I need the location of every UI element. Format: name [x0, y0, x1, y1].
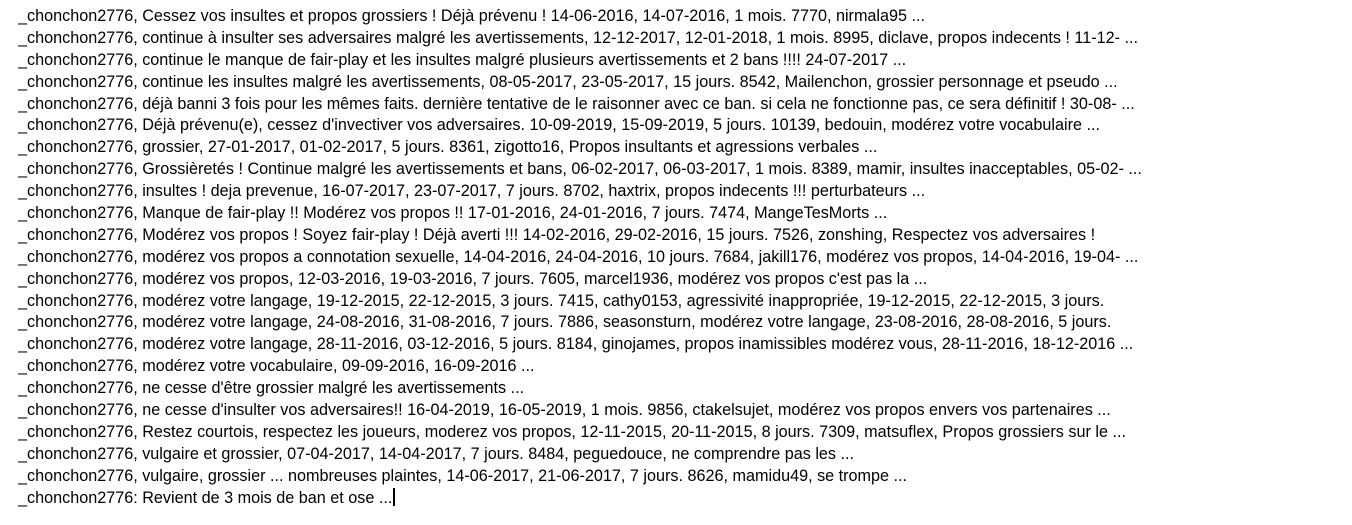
text-line: _chonchon2776, modérez votre langage, 28-11-2016, 03-12-2016, 5 jours. 8184, ginojames, propos inamissibles modérez vous, 28-11-2016, 18-12-2016 ... — [18, 335, 1134, 354]
text-line: _chonchon2776, modérez vos propos, 12-03-2016, 19-03-2016, 7 jours. 7605, marcel1936, modérez vos propos c'est pas la ... — [18, 269, 928, 288]
text-line: _chonchon2776, modérez votre vocabulaire, 09-09-2016, 16-09-2016 ... — [18, 357, 535, 376]
text-line: _chonchon2776, vulgaire, grossier ... nombreuses plaintes, 14-06-2017, 21-06-2017, 7 jours. 8626, mamidu49, se trompe ... — [18, 466, 908, 485]
text-line: _chonchon2776, continue à insulter ses adversaires malgré les avertissements, 12-12-2017, 12-01-2018, 1 mois. 8995, diclave, propos indecents ! 11-12- ... — [18, 28, 1138, 47]
text-line: _chonchon2776, Restez courtois, respectez les joueurs, moderez vos propos, 12-11-2015, 20-11-2015, 8 jours. 7309, matsuflex, Propos grossiers sur le ... — [18, 422, 1126, 441]
text-line: _chonchon2776, Déjà prévenu(e), cessez d'invectiver vos adversaires. 10-09-2019, 15-09-2019, 5 jours. 10139, bedouin, modérez votre vocabulaire ... — [18, 116, 1101, 135]
text-line: _chonchon2776, ne cesse d'insulter vos adversaires!! 16-04-2019, 16-05-2019, 1 mois. 9856, ctakelsujet, modérez vos propos envers vos partenaires ... — [18, 401, 1111, 420]
text-line: _chonchon2776, modérez votre langage, 24-08-2016, 31-08-2016, 7 jours. 7886, seasonsturn, modérez votre langage, 23-08-2016, 28-08-2016, 5 jours. — [18, 313, 1112, 332]
text-line: _chonchon2776: Revient de 3 mois de ban et ose ... — [18, 488, 393, 507]
last-line — [18, 488, 1338, 510]
text-line: _chonchon2776, insultes ! deja prevenue, 16-07-2017, 23-07-2017, 7 jours. 8702, haxtrix, propos indecents !!! perturbateurs ... — [18, 182, 926, 201]
text-line: _chonchon2776, Manque de fair-play !! Modérez vos propos !! 17-01-2016, 24-01-2016, 7 jours. 7474, MangeTesMorts ... — [18, 204, 888, 223]
text-line: _chonchon2776, vulgaire et grossier, 07-04-2017, 14-04-2017, 7 jours. 8484, peguedouce, ne comprendre pas les ... — [18, 444, 855, 463]
text-line: _chonchon2776, Cessez vos insultes et propos grossiers ! Déjà prévenu ! 14-06-2016, 14-07-2016, 1 mois. 7770, nirmala95 ... — [18, 7, 926, 25]
text-line: _chonchon2776, continue les insultes malgré les avertissements, 08-05-2017, 23-05-2017, 15 jours. 8542, Mailenchon, grossier personnage et pseudo ... — [18, 72, 1118, 91]
text-line: _chonchon2776, déjà banni 3 fois pour les mêmes faits. dernière tentative de le raisonner avec ce ban. si cela ne fonctionne pas, ce sera définitif ! 30-08- ... — [18, 94, 1135, 113]
document-body[interactable] — [18, 6, 1338, 509]
text-line: _chonchon2776, grossier, 27-01-2017, 01-02-2017, 5 jours. 8361, zigotto16, Propos insultants et agressions verbales ... — [18, 138, 878, 157]
text-line: _chonchon2776, Modérez vos propos ! Soyez fair-play ! Déjà averti !!! 14-02-2016, 29-02-2016, 15 jours. 7526, zonshing, Respectez vos adversaires ! — [18, 225, 1096, 244]
text-line: _chonchon2776, Grossièretés ! Continue malgré les avertissements et bans, 06-02-2017, 06-03-2017, 1 mois. 8389, mamir, insultes inacceptables, 05-02- ... — [18, 160, 1142, 179]
text-line: _chonchon2776, modérez vos propos a connotation sexuelle, 14-04-2016, 24-04-2016, 10 jours. 7684, jakill176, modérez vos propos, 14-04-2016, 19-04- ... — [18, 247, 1139, 266]
text-line: _chonchon2776, modérez votre langage, 19-12-2015, 22-12-2015, 3 jours. 7415, cathy0153, agressivité inappropriée, 19-12-2015, 22-12-2015, 3 jours. — [18, 291, 1105, 310]
text-line: _chonchon2776, ne cesse d'être grossier malgré les avertissements ... — [18, 379, 525, 398]
text-line: _chonchon2776, continue le manque de fair-play et les insultes malgré plusieurs avertissements et 2 bans !!!! 24-07-2017 ... — [18, 50, 907, 69]
text-cursor — [393, 488, 395, 506]
